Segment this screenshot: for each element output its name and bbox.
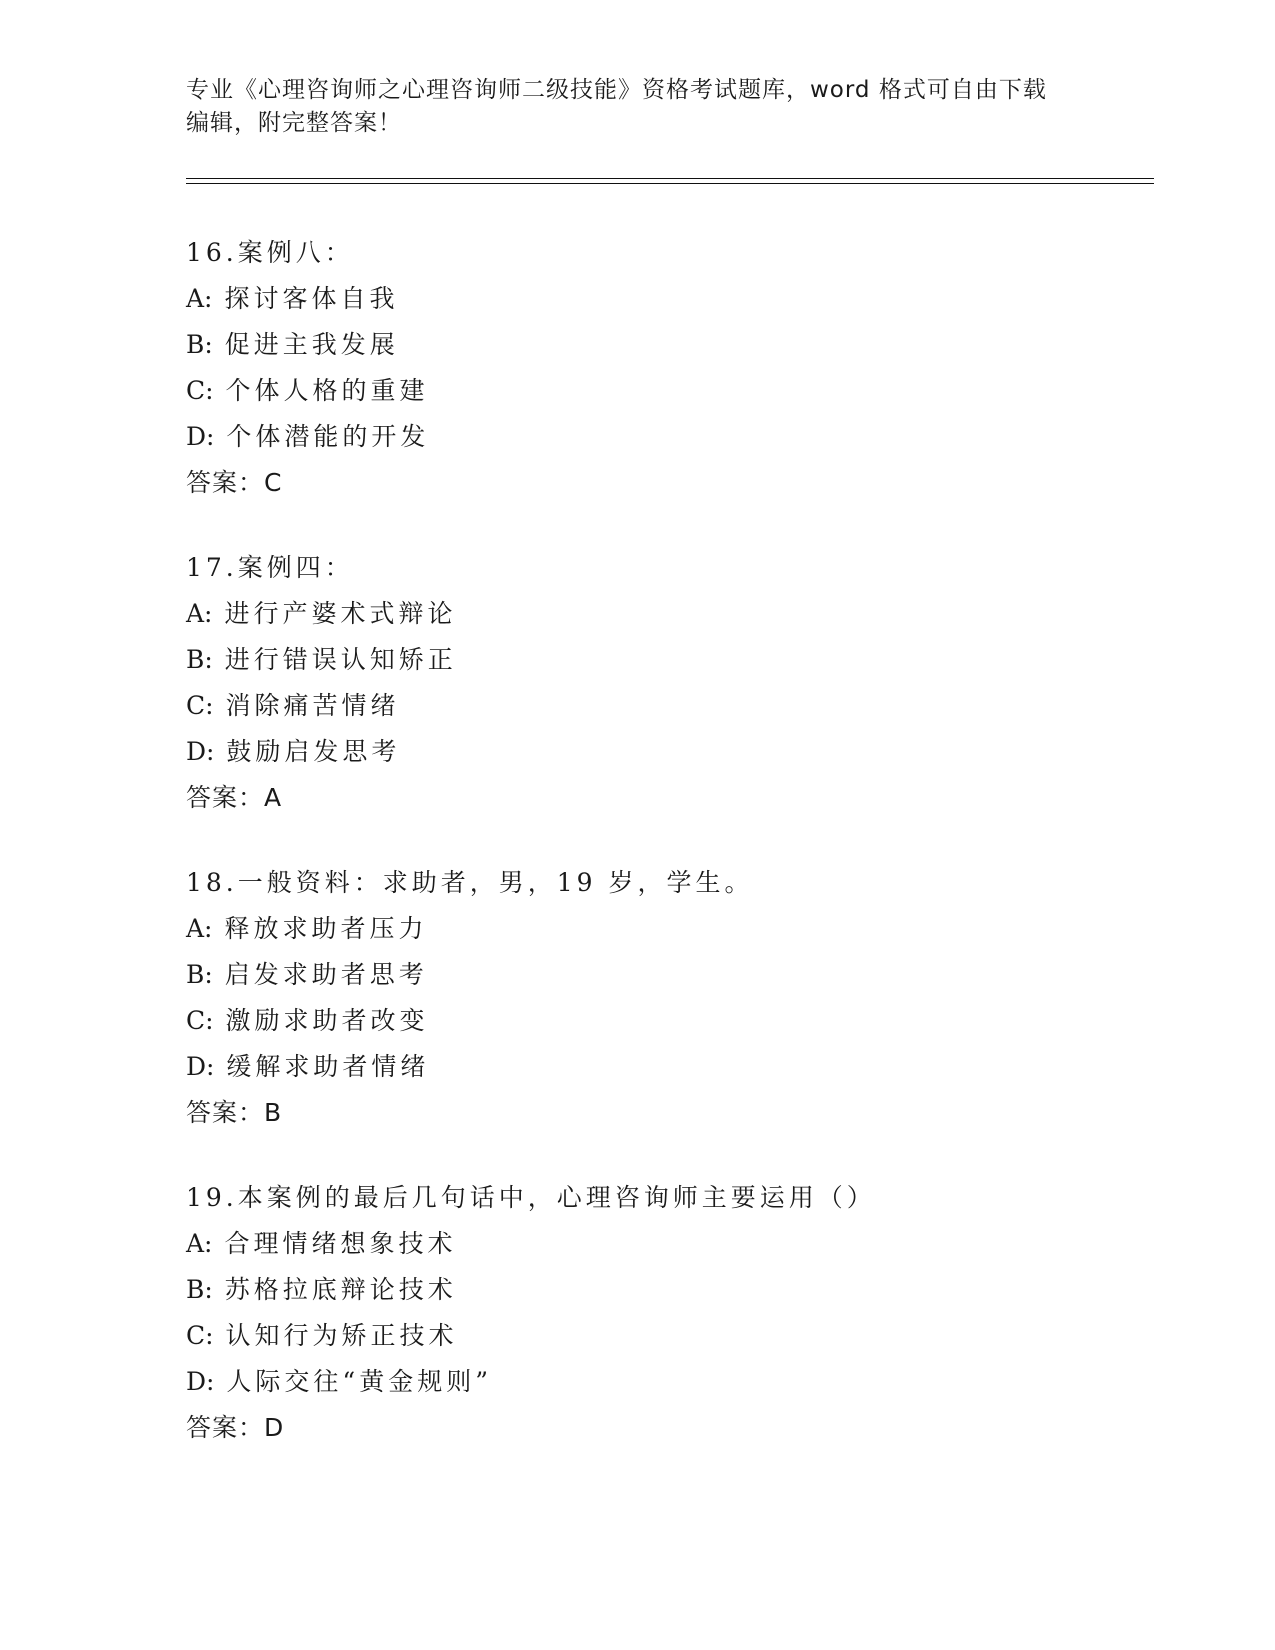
option-text: 进行错误认知矫正 bbox=[224, 645, 457, 674]
option-d bbox=[186, 414, 1146, 460]
answer-line: 答案：C bbox=[186, 468, 283, 497]
option-label: A: bbox=[186, 284, 213, 313]
option-b bbox=[186, 322, 1146, 368]
option-b bbox=[186, 1267, 1146, 1313]
option-label: D: bbox=[186, 1367, 215, 1396]
option-c bbox=[186, 368, 1146, 414]
option-c bbox=[186, 998, 1146, 1044]
option-text: 探讨客体自我 bbox=[224, 284, 399, 313]
option-text: 缓解求助者情绪 bbox=[226, 1052, 430, 1081]
question-17 bbox=[186, 545, 1146, 821]
option-d bbox=[186, 1044, 1146, 1090]
answer-line: 答案：B bbox=[186, 1098, 283, 1127]
option-text: 个体潜能的开发 bbox=[226, 422, 430, 451]
option-a bbox=[186, 276, 1146, 322]
option-label: C: bbox=[186, 1006, 214, 1035]
option-text: 苏格拉底辩论技术 bbox=[224, 1275, 457, 1304]
option-text: 合理情绪想象技术 bbox=[224, 1229, 457, 1258]
question-stem: 17.案例四： bbox=[186, 553, 354, 582]
option-text: 促进主我发展 bbox=[224, 330, 399, 359]
question-stem: 19.本案例的最后几句话中，心理咨询师主要运用（） bbox=[186, 1183, 876, 1212]
option-label: A: bbox=[186, 914, 213, 943]
question-stem: 18.一般资料：求助者，男，19 岁，学生。 bbox=[186, 868, 754, 897]
option-label: D: bbox=[186, 737, 215, 766]
option-text: 认知行为矫正技术 bbox=[225, 1321, 458, 1350]
option-label: B: bbox=[186, 330, 213, 359]
answer-line: 答案：A bbox=[186, 783, 283, 812]
option-a bbox=[186, 591, 1146, 637]
option-text: 释放求助者压力 bbox=[224, 914, 428, 943]
option-label: B: bbox=[186, 1275, 213, 1304]
option-label: D: bbox=[186, 422, 215, 451]
option-c bbox=[186, 1313, 1146, 1359]
option-label: A: bbox=[186, 599, 213, 628]
option-text: 消除痛苦情绪 bbox=[225, 691, 400, 720]
option-a bbox=[186, 1221, 1146, 1267]
option-text: 进行产婆术式辩论 bbox=[224, 599, 457, 628]
option-label: B: bbox=[186, 645, 213, 674]
header-divider-bottom bbox=[186, 183, 1154, 184]
option-d bbox=[186, 1359, 1146, 1405]
option-label: B: bbox=[186, 960, 213, 989]
header-line-1: 专业《心理咨询师之心理咨询师二级技能》资格考试题库，word 格式可自由下载 bbox=[186, 77, 1047, 103]
question-16 bbox=[186, 230, 1146, 506]
option-label: A: bbox=[186, 1229, 213, 1258]
option-label: C: bbox=[186, 691, 214, 720]
option-text: 激励求助者改变 bbox=[225, 1006, 429, 1035]
option-text: 人际交往“黄金规则” bbox=[226, 1367, 492, 1396]
option-text: 启发求助者思考 bbox=[224, 960, 428, 989]
option-d bbox=[186, 729, 1146, 775]
option-label: C: bbox=[186, 376, 214, 405]
document-header bbox=[186, 74, 1086, 140]
option-b bbox=[186, 637, 1146, 683]
option-text: 鼓励启发思考 bbox=[226, 737, 401, 766]
option-c bbox=[186, 683, 1146, 729]
option-b bbox=[186, 952, 1146, 998]
header-line-2: 编辑，附完整答案！ bbox=[186, 110, 402, 136]
answer-line: 答案：D bbox=[186, 1413, 285, 1442]
option-label: C: bbox=[186, 1321, 214, 1350]
question-18 bbox=[186, 860, 1146, 1136]
header-divider-top bbox=[186, 178, 1154, 179]
question-19 bbox=[186, 1175, 1146, 1451]
question-stem: 16.案例八： bbox=[186, 238, 354, 267]
option-label: D: bbox=[186, 1052, 215, 1081]
option-a bbox=[186, 906, 1146, 952]
option-text: 个体人格的重建 bbox=[225, 376, 429, 405]
